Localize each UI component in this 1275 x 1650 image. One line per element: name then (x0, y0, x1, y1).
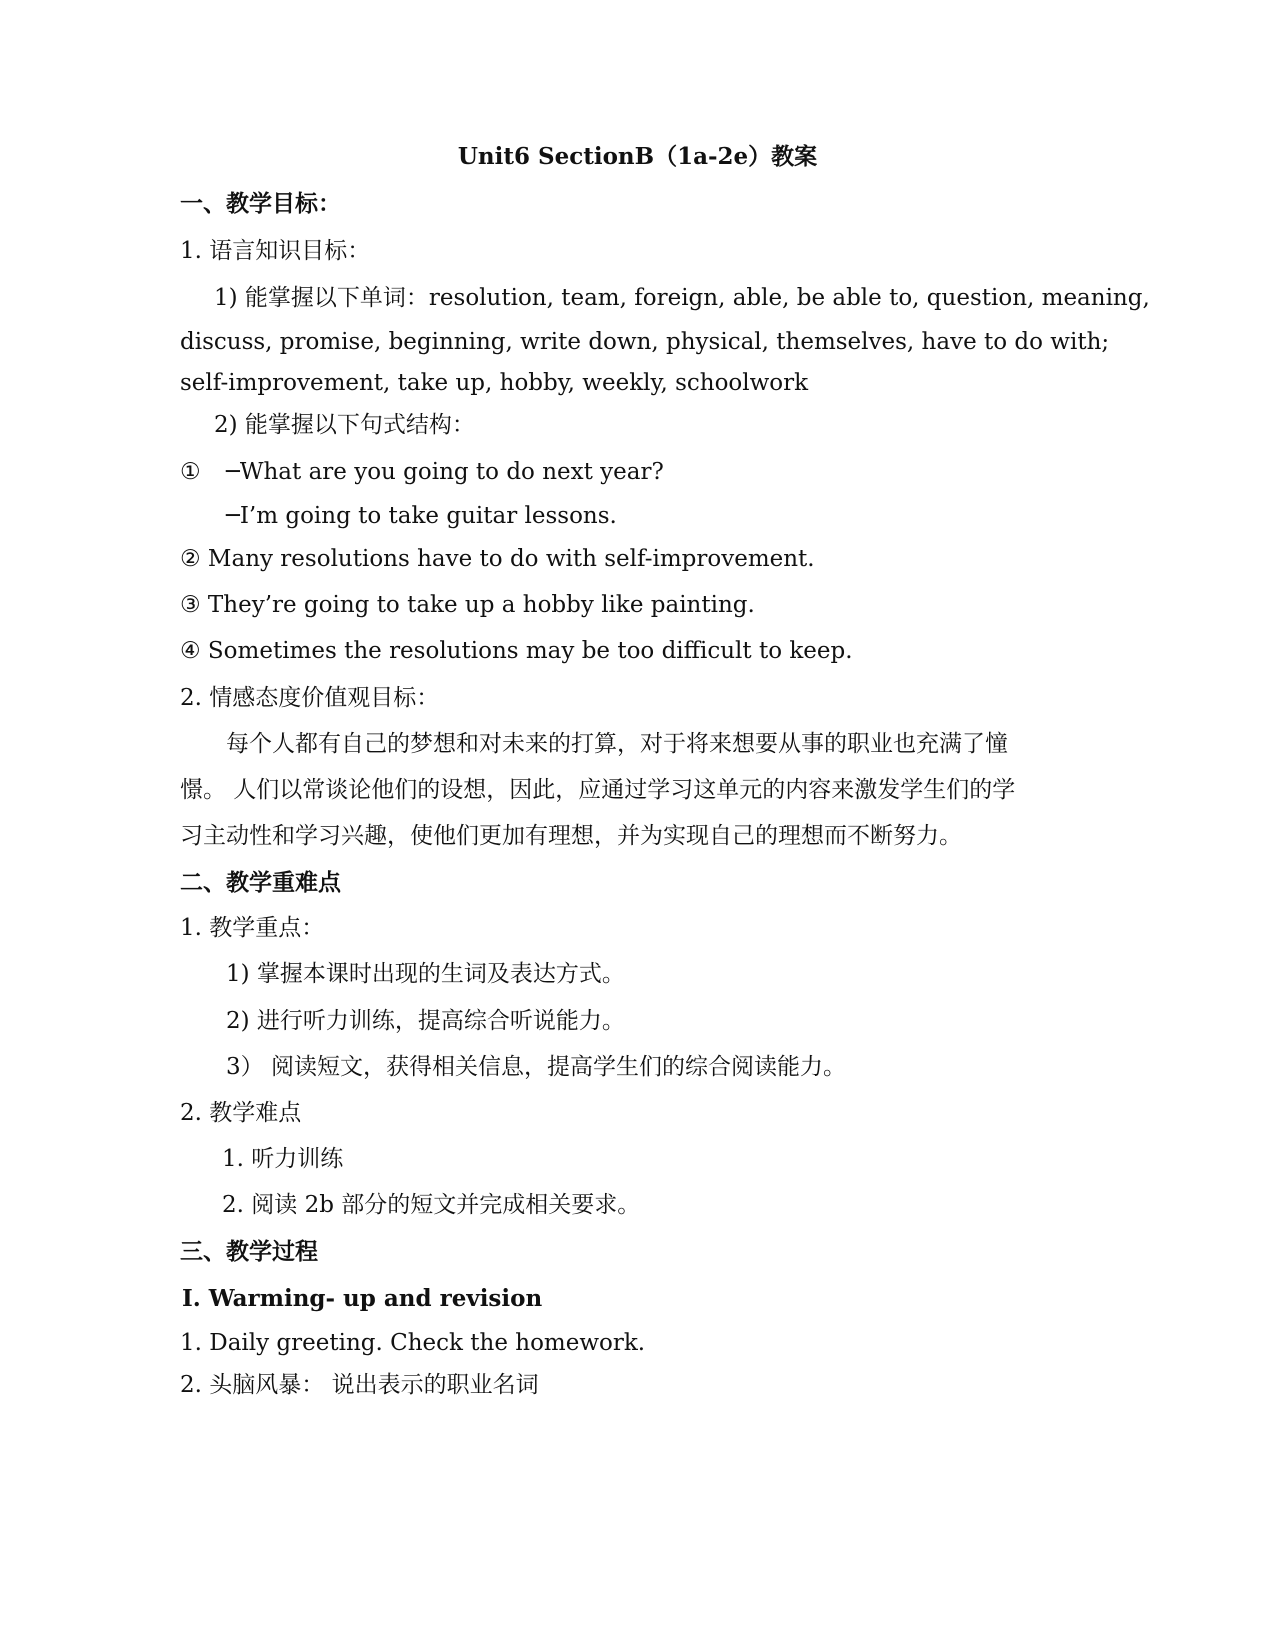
paragraph-line-3: 习主动性和学习兴趣，使他们更加有理想，并为实现自己的理想而不断努力。 (180, 823, 962, 849)
sentence-1-answer: ─I’m going to take guitar lessons. (226, 503, 617, 529)
sentence-2: ② Many resolutions have to do with self-improvement. (180, 546, 815, 572)
section-heading-key-difficult: 二、教学重难点 (180, 869, 341, 896)
difficult-point-1: 1. 听力训练 (222, 1146, 344, 1172)
vocabulary-line-2: discuss, promise, beginning, write down, physical, themselves, have to do with; (180, 329, 1110, 355)
section-heading-process: 三、教学过程 (180, 1238, 318, 1265)
key-point-2: 2) 进行听力训练，提高综合听说能力。 (226, 1008, 625, 1034)
step-daily-greeting: 1. Daily greeting. Check the homework. (180, 1330, 646, 1356)
vocabulary-line-3: self-improvement, take up, hobby, weekly, schoolwork (180, 370, 809, 396)
language-knowledge-label: 1. 语言知识目标： (180, 238, 371, 264)
sentence-structures-label: 2) 能掌握以下句式结构： (214, 412, 475, 438)
paragraph-line-2: 憬。 人们以常谈论他们的设想，因此，应通过学习这单元的内容来激发学生们的学 (180, 777, 1016, 803)
sentence-3: ③ They’re going to take up a hobby like painting. (180, 592, 755, 618)
section-heading-objectives: 一、教学目标： (180, 190, 341, 217)
document-title: Unit6 SectionB（1a-2e）教案 (457, 143, 818, 170)
sentence-4: ④ Sometimes the resolutions may be too difficult to keep. (180, 638, 853, 664)
key-points-label: 1. 教学重点： (180, 915, 325, 941)
vocabulary-line-1: 1) 能掌握以下单词：resolution, team, foreign, able, be able to, question, meaning, (214, 285, 1150, 311)
warming-up-heading: Ⅰ. Warming- up and revision (182, 1285, 543, 1312)
key-point-1: 1) 掌握本课时出现的生词及表达方式。 (226, 961, 625, 987)
difficult-points-label: 2. 教学难点 (180, 1100, 302, 1126)
sentence-1-question: ─What are you going to do next year? (226, 459, 664, 485)
step-brainstorm: 2. 头脑风暴： 说出表示的职业名词 (180, 1372, 539, 1398)
emotional-attitude-label: 2. 情感态度价值观目标： (180, 685, 440, 711)
difficult-point-2: 2. 阅读 2b 部分的短文并完成相关要求。 (222, 1192, 641, 1218)
key-point-3: 3） 阅读短文，获得相关信息，提高学生们的综合阅读能力。 (226, 1054, 846, 1080)
paragraph-line-1: 每个人都有自己的梦想和对未来的打算，对于将来想要从事的职业也充满了憧 (226, 731, 1008, 757)
sentence-1-marker: ① (180, 459, 201, 485)
